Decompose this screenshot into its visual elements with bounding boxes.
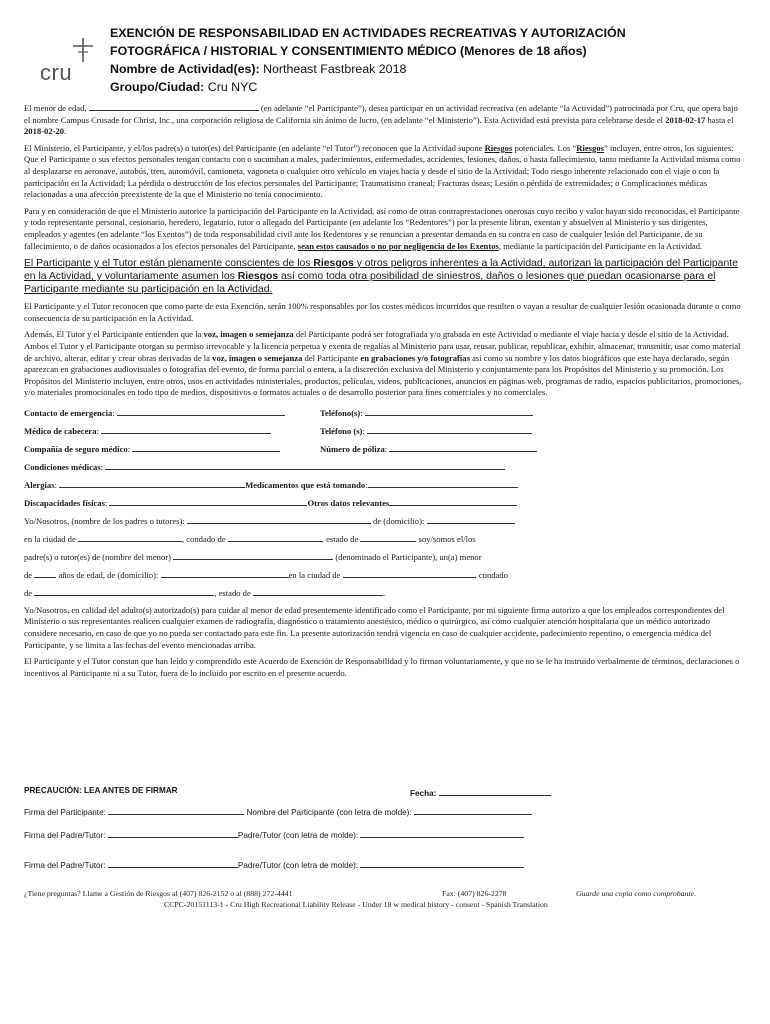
- meds-label: Medicamentos que está tomando: [245, 479, 366, 490]
- caution-label: PRECAUCIÓN: LEA ANTES DE FIRMAR: [24, 786, 178, 795]
- phone2-field[interactable]: [367, 424, 532, 434]
- consent-l5a: de: [24, 587, 33, 598]
- paragraph-participant: [24, 101, 744, 138]
- consent-line-5: [24, 584, 744, 602]
- emergency-label: Contacto de emergencia: [24, 407, 113, 418]
- consent-l1b: de (domicilio):: [373, 515, 425, 526]
- disabilities-label: Discapacidades físicas: [24, 497, 105, 508]
- p1-text-a: El menor de edad,: [24, 103, 87, 113]
- p1-text-d: .: [64, 126, 67, 137]
- consent-l2d: soy/somos el/los: [418, 533, 476, 544]
- minor-address-field[interactable]: [161, 568, 289, 578]
- group-city: [110, 78, 750, 96]
- guardian-names-field[interactable]: [187, 514, 371, 524]
- parent-signature-label-2: Firma del Padre/Tutor:: [24, 861, 106, 870]
- consent-l5c: .: [382, 587, 386, 598]
- participant-signature-row: [24, 805, 532, 817]
- minor-city-field[interactable]: [343, 568, 475, 578]
- insurer-label: Compañía de seguro médico: [24, 443, 128, 454]
- consent-l4d: , condado: [474, 569, 508, 580]
- riesgos-term-1: Riesgos: [484, 142, 513, 153]
- activity-name: [110, 60, 750, 78]
- paragraph-assumption: [24, 257, 744, 296]
- other-field[interactable]: [389, 496, 517, 506]
- p4-text-c: así como toda otra posibilidad de siniestros, daños o lesiones que puedan ocasionarse para el Participante mediante su participación en la Actividad.: [24, 271, 716, 296]
- cru-logo: [40, 38, 110, 96]
- date-field[interactable]: [439, 786, 551, 796]
- parent-name-label-1: Padre/Tutor (con letra de molde):: [237, 831, 359, 840]
- other-label: Otros datos relevantes: [307, 497, 390, 508]
- parent-signature-field-1[interactable]: [108, 828, 238, 838]
- parent-signature-field-2[interactable]: [108, 858, 238, 868]
- group-value: Cru NYC: [207, 80, 258, 94]
- county-field[interactable]: [228, 532, 322, 542]
- parent-signature-row-2: [24, 858, 524, 870]
- paragraph-photo-release: [24, 329, 744, 399]
- activity-value: Northeast Fastbreak 2018: [263, 62, 407, 76]
- row-doctor: Médico de cabecera: Teléfono (s):: [24, 422, 744, 440]
- riesgos-term-2: Riesgos: [576, 142, 604, 153]
- logo-text: cru: [40, 60, 73, 85]
- consent-l4a: de: [24, 569, 33, 580]
- p2-text-b: potenciales. Los “: [514, 142, 577, 153]
- p1-text-b: (en adelante “el Participante”), desea participar en un actividad recreativa (en adelante “la Actividad”) patrocinada por Cru, que opera bajo el nombre Campus Crusade for Christ, Inc., una corporación religiosa de California sin ánimo de lucro, (en adelante “el Ministerio”). Esta Actividad está prevista para celebrarse desde el: [24, 103, 738, 125]
- paragraph-risks: [24, 143, 744, 201]
- p1-text-c: hasta el: [707, 114, 734, 125]
- allergies-label: Alergias: [24, 479, 55, 490]
- p6-bold-2: voz, imagen o semejanza: [212, 352, 303, 363]
- paragraph-acknowledgement: El Participante y el Tutor constan que han leído y comprendido este Acuerdo de Exención de Responsabilidad y lo firman voluntariamente, y que no se le ha instruido verbalmente de términos, declaraciones o incentivos al Participante ni a su Tutor, fuera de lo incluido por escrito en el presente acuerdo.: [24, 656, 740, 678]
- title-line-1: EXENCIÓN DE RESPONSABILIDAD EN ACTIVIDADES RECREATIVAS Y AUTORIZACIÓN: [110, 26, 626, 40]
- consent-l2a: en la ciudad de: [24, 533, 76, 544]
- consent-l2b: , condado de: [181, 533, 226, 544]
- state-field[interactable]: [360, 532, 416, 542]
- footer-fax: Fax: (407) 826-2278: [442, 889, 507, 898]
- disabilities-field[interactable]: [109, 496, 307, 506]
- minor-state-field[interactable]: [253, 586, 386, 598]
- consent-l4c: en la ciudad de: [288, 569, 341, 580]
- participant-name-field[interactable]: [89, 101, 259, 111]
- title-line-2: FOTOGRÁFICA / HISTORIAL Y CONSENTIMIENTO MÉDICO (Menores de 18 años): [110, 44, 587, 58]
- consent-l5b: , estado de: [214, 587, 251, 598]
- riesgos-term-3: Riesgos: [313, 258, 354, 270]
- consent-line-4: [24, 566, 744, 584]
- emergency-field[interactable]: [117, 406, 285, 416]
- footer-questions: ¿Tiene preguntas? Llame a Gestión de Riesgos al (407) 826-2152 o al (888) 272-4441: [24, 889, 293, 898]
- p6-text-a: Además, El Tutor y el Participante entienden que la: [24, 329, 202, 340]
- conditions-field[interactable]: [105, 460, 505, 470]
- parent-name-label-2: Padre/Tutor (con letra de molde):: [237, 861, 359, 870]
- date-label-row: [410, 786, 551, 798]
- consent-line-2: [24, 530, 744, 548]
- consent-l4b: años de edad, de (domicilio):: [58, 569, 159, 580]
- row-disabilities: Discapacidades físicas: Otros datos relevantes: [24, 494, 744, 512]
- p2-text-a: El Ministerio, el Participante, y el/los padre(s) o tutor(es) del Participante (en adelante “el Tutor”) reconocen que la Actividad supone: [24, 142, 483, 153]
- participant-signature-field[interactable]: [108, 805, 244, 815]
- consent-line-1: [24, 512, 744, 530]
- p4-text-b: y otros peligros inherentes a la Actividad, autorizan la participación del Participante en la Actividad, y voluntariamente asumen los: [24, 258, 738, 283]
- form-body: [24, 101, 744, 684]
- consent-line-3: [24, 548, 744, 566]
- phone2-label: Teléfono (s): [320, 425, 363, 436]
- p6-text-c: del Participante podrá ser fotografiada y/o grabada en este Actividad o mediante el viaje hacia y desde el sitio de la Actividad. Ambos el Tutor y el Participante otorgan su permiso irrevocable y la licencia perpetua y exenta de regalías al Ministerio para usar, reusar, publicar, republicar, exhibir, almacenar, transmitir, usar como material de archivo, alterar, editar y crear obras derivadas de la: [24, 329, 741, 363]
- phone-label: Teléfono(s): [320, 407, 361, 418]
- row-insurer: Compañía de seguro médico: Número de póliza:: [24, 440, 744, 458]
- medical-info-fields: [24, 404, 744, 602]
- parent-signature-row-1: [24, 828, 524, 840]
- policy-label: Número de póliza: [320, 443, 385, 454]
- date-from: 2018-02-17: [665, 114, 706, 125]
- minor-name-field[interactable]: [173, 550, 333, 560]
- parent-print-name-field-2[interactable]: [360, 858, 524, 868]
- p3-text-c: , mediante la participación del Participante en la Actividad.: [498, 240, 703, 251]
- parent-signature-label-1: Firma del Padre/Tutor:: [24, 831, 106, 840]
- paragraph-medical-authorization: Yo/Nosotros, en calidad del adulto(s) autorizado(s) para cuidar al menor de edad presentemente identificado como el Participante, por mi siguiente firma autorizo a que los empleados correspondientes del Ministerio o sus representantes realicen cualquier examen de radiografía, diagnóstico o tratamiento anestésico, médico o quirúrgico, así como cualquier atención hospitalaria que un médico autorizado considere necesario, en caso de que yo no pueda ser contactado para este fin. La presente autorización tendrá vigencia en caso de cualquier accidente, padecimiento repentino, o emergencia médica del Participante, y se limita a las fechas del evento mencionadas arriba.: [24, 604, 725, 650]
- activity-label: Nombre de Actividad(es):: [110, 62, 260, 76]
- consent-l3b: (denominado el Participante), un(a) menor: [335, 551, 482, 562]
- riesgos-term-4: Riesgos: [237, 271, 279, 283]
- doctor-field[interactable]: [101, 424, 271, 434]
- row-emergency: Contacto de emergencia: Teléfono(s):: [24, 404, 744, 422]
- age-field[interactable]: [34, 568, 56, 578]
- minor-county-field[interactable]: [34, 586, 214, 596]
- guardian-address-field[interactable]: [427, 514, 515, 524]
- consent-l1a: Yo/Nosotros, (nombre de los padres o tutores):: [24, 515, 185, 526]
- footer-code: CCPC-20151113-1 - Cru High Recreational Liability Release - Under 18 w medical history - consent - Spanish Translation: [164, 900, 548, 909]
- negligence-clause: sean estos causados o no por negligencia de los Exentos: [297, 240, 499, 251]
- footer-keep-copy: Guarde una copia como comprobante.: [576, 889, 697, 898]
- meds-field[interactable]: [368, 478, 518, 488]
- consent-l2c: , estado de: [321, 533, 359, 544]
- date-to: 2018-02-20: [24, 126, 65, 137]
- footer-contact: [24, 889, 744, 898]
- participant-print-name-field[interactable]: [414, 805, 532, 815]
- form-title: [110, 24, 750, 96]
- p4-text-a: El Participante y el Tutor están plenamente conscientes de los: [24, 258, 311, 270]
- doctor-label: Médico de cabecera: [24, 425, 97, 436]
- city-field[interactable]: [78, 532, 182, 542]
- p6-text-d: del Participante: [304, 352, 359, 363]
- form-header: [22, 22, 752, 102]
- p6-bold-1: voz, imagen o semejanza: [203, 329, 294, 340]
- paragraph-release: [24, 206, 744, 252]
- p6-text-e: así como su nombre y los datos biográficos que este haya declarado, según aparezcan en grabaciones audiovisuales o fotografías del evento, de forma parcial o entera, a la discreción exclusiva del Ministerio y conjuntamente para los Propósitos del Ministerio y su promoción. Los Propósitos del Ministerio incluyen, entre otros, usos en actividades ministeriales, productos, películas, videos, publicaciones, anuncios en páginas web, programas de radio, espacios publicitarios, promociones, y/o materiales promocionales en todo tipo de medios, dispositivos o formatos actuales o de desarrollo posterior para fines comerciales y no comerciales.: [24, 352, 742, 398]
- row-conditions: Condiciones médicas:: [24, 458, 744, 476]
- date-label: Fecha:: [410, 789, 437, 798]
- p3-text-a: Para y en consideración de que el Ministerio autorice la participación del Participante en la Actividad, así como de otras contraprestaciones onerosas cuyo recibo y valor hayan sido reconocidas, el Participante y todo representante personal, cesionario, heredero, legatario, tutor o allegado del Participante (en adelante los “Redentores”) por la presente libran, exentan y absuelven al Ministerio y sus dirigentes, empleados y agentes (en adelante “los Exentos”) de toda responsabilidad civil ante los Redentores y se renuncian a presentar demanda en su contra en caso de cualquier lesión del Participante, de su fallecimiento, o de daños ocasionados a los efectos personales del Participante,: [24, 205, 740, 251]
- cross-icon: [70, 38, 96, 62]
- participant-signature-label: Firma del Participante:: [24, 808, 106, 817]
- participant-name-label: Nombre del Participante (con letra de molde):: [246, 808, 412, 817]
- insurer-field[interactable]: [132, 442, 280, 452]
- group-label: Groupo/Ciudad:: [110, 80, 205, 94]
- paragraph-medical-costs: El Participante y el Tutor reconocen que como parte de esta Exención, serán 100% responsables por los costes médicos incurridos que resulten o vayan a resultar de cualquier lesión ocasionada durante o como consecuencia de su participación en la Actividad.: [24, 301, 741, 323]
- row-allergies: Alergias: Medicamentos que está tomando:: [24, 476, 744, 494]
- p2-text-c: ” incluyen, entre otros, los siguientes: Que el Participante o sus efectos personales tengan contacto con o sucumban a males, padecimientos, enfermedades, accidentes, lesiones, daños, o hasta fallecimiento, tanto mediante la Actividad misma como al desplazarse en aeronave, autobús, tren, automóvil, camioneta, vagoneta o cualquier otro vehículo en viajes hacia y desde el sitio de la Actividad; Todo riesgo inherente relacionado con el viaje o con la participación en la Actividad; La pérdida o destrucción de los efectos personales del Participante; Traumatismo craneal; Fracturas óseas; Lesión o pérdida de extremidades; o Complicaciones médicas relacionadas a una afección preexistente de la que el Ministerio no tenía conocimiento.: [24, 142, 741, 200]
- phone-field[interactable]: [365, 406, 533, 416]
- p6-bold-3: en grabaciones y/o fotografías: [360, 352, 470, 363]
- conditions-label: Condiciones médicas: [24, 461, 101, 472]
- policy-field[interactable]: [389, 442, 537, 452]
- parent-print-name-field-1[interactable]: [360, 828, 524, 838]
- consent-l3a: padre(s) o tutor(es) de (nombre del menor): [24, 551, 171, 562]
- allergies-field[interactable]: [59, 478, 245, 488]
